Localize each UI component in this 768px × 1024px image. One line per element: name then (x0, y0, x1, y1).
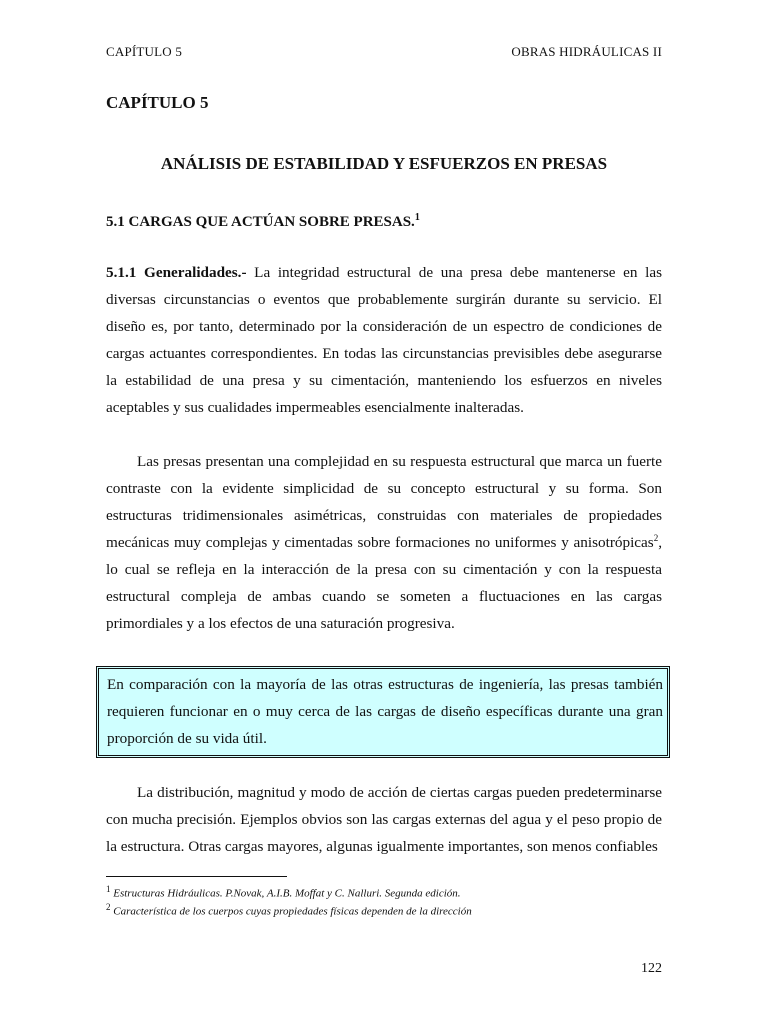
paragraph-generalidades-text: La integridad estructural de una presa debe mantenerse en las diversas circunstancias o eventos que probablemente surgirán durante su servicio. El diseño es, por tanto, determinado por la consideración de un espectro de condiciones de cargas actuantes correspondientes. En todas las circunstancias previsibles debe asegurarse la estabilidad de una presa y su cimentación, manteniendo los esfuerzos en niveles aceptables y sus cualidades impermeables esencialmente inalteradas. (106, 264, 662, 416)
paragraph-distribucion (106, 779, 662, 860)
running-header-right: OBRAS HIDRÁULICAS II (511, 44, 662, 59)
section-heading-text: 5.1 CARGAS QUE ACTÚAN SOBRE PRESAS. (106, 214, 415, 230)
highlight-box (96, 666, 670, 758)
footnote-2 (106, 899, 472, 920)
running-header-left: CAPÍTULO 5 (106, 44, 183, 59)
footnote-divider (106, 876, 287, 877)
highlight-box-text: En comparación con la mayoría de las otras estructuras de ingeniería, las presas también requieren funcionar en o muy cerca de las cargas de diseño específicas durante una gran proporción de su vida útil. (107, 676, 663, 747)
footnote-2-text: Característica de los cuerpos cuyas propiedades físicas dependen de la dirección (113, 905, 472, 918)
footnote-1-text: Estructuras Hidráulicas. P.Novak, A.I.B. Moffat y C. Nalluri. Segunda edición. (113, 887, 461, 900)
chapter-label: CAPÍTULO 5 (106, 93, 209, 112)
paragraph-complejidad-text-2: , lo cual se refleja en la interacción de la presa con su cimentación y con la respuesta estructural compleja de ambas cuando se someten a fluctuaciones en las cargas primordiales y a los efectos de una saturación progresiva. (106, 534, 662, 632)
subsection-heading: 5.1.1 Generalidades.- (106, 264, 247, 281)
page-number: 122 (641, 961, 662, 976)
footnote-ref-2: 2 (653, 532, 659, 543)
footnote-ref-1: 1 (414, 212, 420, 223)
paragraph-generalidades (106, 259, 662, 421)
section-heading (106, 212, 420, 231)
page-title: ANÁLISIS DE ESTABILIDAD Y ESFUERZOS EN PRESAS (160, 154, 608, 173)
paragraph-complejidad-text-1: Las presas presentan una complejidad en su respuesta estructural que marca un fuerte contraste con la evidente simplicidad de su concepto estructural y su forma. Son estructuras tridimensionales asimétricas, construidas con materiales de propiedades mecánicas muy complejas y cimentadas sobre formaciones no uniformes y anisotrópicas (106, 453, 662, 551)
footnote-1-number: 1 (106, 884, 111, 894)
footnote-2-number: 2 (106, 902, 111, 912)
paragraph-distribucion-text: La distribución, magnitud y modo de acción de ciertas cargas pueden predeterminarse con mucha precisión. Ejemplos obvios son las cargas externas del agua y el peso propio de la estructura. Otras cargas mayores, algunas igualmente importantes, son menos confiables (106, 784, 662, 855)
paragraph-complejidad (106, 448, 662, 637)
